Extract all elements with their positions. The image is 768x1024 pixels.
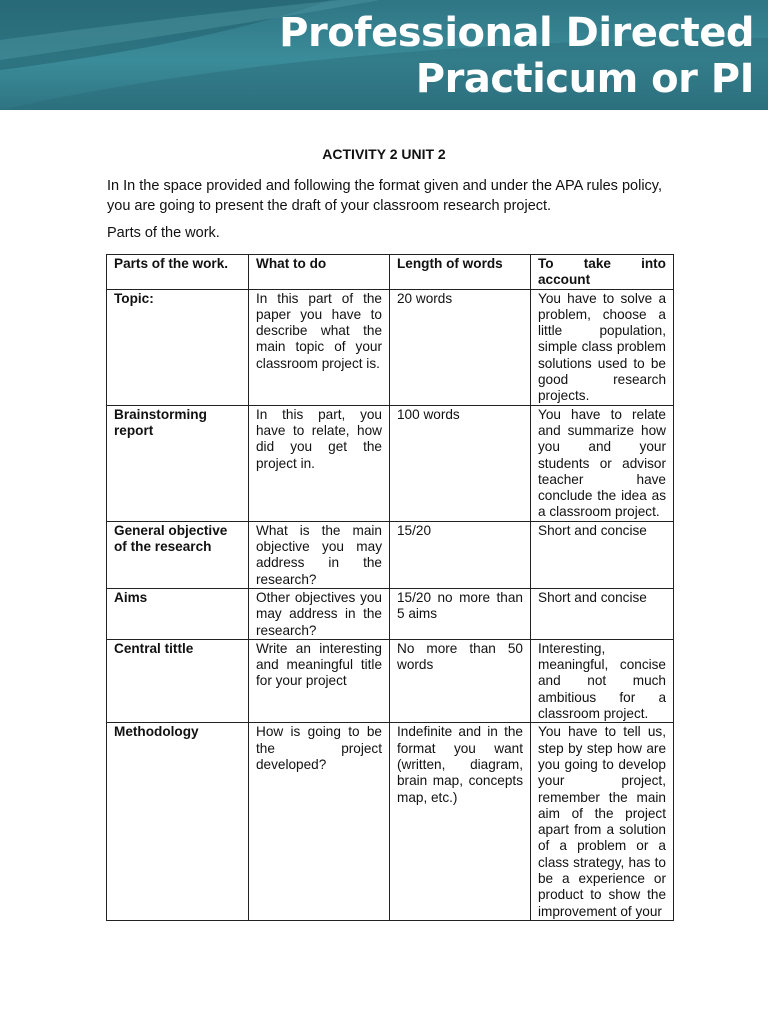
row-part: Methodology [107,723,249,921]
row-part: General objective of the research [107,521,249,588]
row-part: Aims [107,588,249,639]
row-account: You have to relate and summarize how you and your students or advisor teacher have conclude the idea as a classroom project. [531,405,674,521]
row-what: How is going to be the project developed? [249,723,390,921]
row-what: In this part of the paper you have to describe what the main topic of your classroom project is. [249,289,390,405]
table-row [107,521,674,588]
row-length: No more than 50 words [390,639,531,722]
row-account: You have to tell us, step by step how are you going to develop your project, remember the main aim of the project apart from a solution of a problem or a class strategy, has to be a experience or product to show the improvement of your [531,723,674,921]
header-what: What to do [249,255,390,290]
banner-title [279,10,754,102]
parts-table [106,254,674,921]
banner-title-line1: Professional Directed [279,10,754,56]
banner-title-line2: Practicum or PI [415,56,754,102]
row-length: 15/20 no more than 5 aims [390,588,531,639]
table-row [107,723,674,921]
row-account: Short and concise [531,588,674,639]
table-header-row [107,255,674,290]
row-what: What is the main objective you may address in the research? [249,521,390,588]
row-length: 15/20 [390,521,531,588]
row-account: You have to solve a problem, choose a little population, simple class problem solutions used to be good research projects. [531,289,674,405]
table-row [107,588,674,639]
intro-paragraph: In In the space provided and following the format given and under the APA rules policy, you are going to present the draft of your classroom research project. [107,178,662,214]
header-parts: Parts of the work. [107,255,249,290]
activity-heading: ACTIVITY 2 UNIT 2 [322,146,446,162]
row-account: Interesting, meaningful, concise and not much ambitious for a classroom project. [531,639,674,722]
header-banner [0,0,768,110]
row-part: Brainstorming report [107,405,249,521]
row-part: Topic: [107,289,249,405]
row-length: 20 words [390,289,531,405]
table-row [107,639,674,722]
parts-label: Parts of the work. [107,225,220,241]
row-account: Short and concise [531,521,674,588]
row-what: Write an interesting and meaningful title for your project [249,639,390,722]
table-row [107,289,674,405]
row-what: In this part, you have to relate, how did you get the project in. [249,405,390,521]
row-part: Central tittle [107,639,249,722]
row-what: Other objectives you may address in the research? [249,588,390,639]
row-length: Indefinite and in the format you want (written, diagram, brain map, concepts map, etc.) [390,723,531,921]
header-account: To take into account [531,255,674,290]
header-length: Length of words [390,255,531,290]
table-row [107,405,674,521]
row-length: 100 words [390,405,531,521]
